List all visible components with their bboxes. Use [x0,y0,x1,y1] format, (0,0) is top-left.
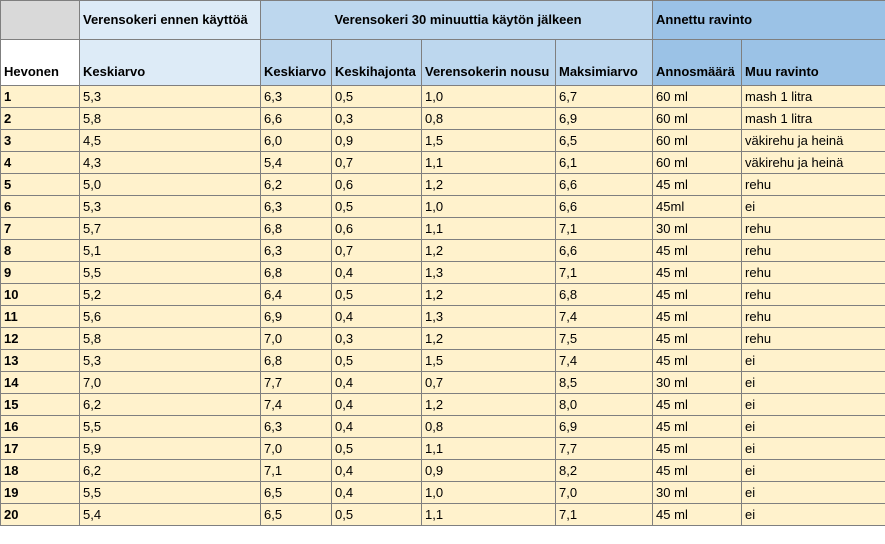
cell-dose[interactable]: 45 ml [653,504,742,526]
cell-other-feed[interactable]: rehu [742,218,885,240]
cell-after-sd[interactable]: 0,5 [332,284,422,306]
cell-horse[interactable]: 12 [1,328,80,350]
table-row [1,350,885,372]
cell-dose[interactable]: 45 ml [653,350,742,372]
cell-after-mean[interactable]: 6,8 [261,218,332,240]
column-header-before-mean[interactable]: Keskiarvo [80,40,261,86]
cell-after-rise[interactable]: 1,5 [422,130,556,152]
table-row [1,108,885,130]
cell-horse[interactable]: 3 [1,130,80,152]
cell-horse[interactable]: 1 [1,86,80,108]
cell-after-max[interactable]: 6,9 [556,108,653,130]
cell-other-feed[interactable]: ei [742,416,885,438]
cell-after-max[interactable]: 7,1 [556,218,653,240]
cell-after-mean[interactable]: 5,4 [261,152,332,174]
cell-after-sd[interactable]: 0,7 [332,152,422,174]
cell-other-feed[interactable]: ei [742,482,885,504]
cell-after-sd[interactable]: 0,5 [332,438,422,460]
cell-after-rise[interactable]: 1,2 [422,394,556,416]
group-header-after[interactable]: Verensokeri 30 minuuttia käytön jälkeen [261,1,653,40]
header-row-groups [1,1,885,40]
cell-after-sd[interactable]: 0,6 [332,218,422,240]
cell-dose[interactable]: 45 ml [653,174,742,196]
cell-after-rise[interactable]: 1,3 [422,306,556,328]
column-header-after-max[interactable]: Maksimiarvo [556,40,653,86]
cell-before-mean[interactable]: 5,3 [80,86,261,108]
cell-after-mean[interactable]: 6,8 [261,262,332,284]
cell-before-mean[interactable]: 5,5 [80,262,261,284]
cell-dose[interactable]: 45 ml [653,306,742,328]
cell-after-max[interactable]: 7,0 [556,482,653,504]
group-header-nutrition[interactable]: Annettu ravinto [653,1,885,40]
table-row [1,328,885,350]
cell-after-rise[interactable]: 1,2 [422,240,556,262]
cell-after-rise[interactable]: 1,0 [422,482,556,504]
table-row [1,86,885,108]
cell-horse[interactable]: 8 [1,240,80,262]
cell-after-sd[interactable]: 0,4 [332,416,422,438]
cell-horse[interactable]: 10 [1,284,80,306]
cell-before-mean[interactable]: 5,8 [80,108,261,130]
cell-after-max[interactable]: 8,5 [556,372,653,394]
cell-other-feed[interactable]: mash 1 litra [742,108,885,130]
cell-after-mean[interactable]: 6,3 [261,86,332,108]
cell-after-mean[interactable]: 6,6 [261,108,332,130]
cell-before-mean[interactable]: 4,5 [80,130,261,152]
cell-before-mean[interactable]: 5,4 [80,504,261,526]
cell-after-max[interactable]: 8,2 [556,460,653,482]
column-header-dose[interactable]: Annosmäärä [653,40,742,86]
cell-other-feed[interactable]: ei [742,350,885,372]
cell-after-sd[interactable]: 0,7 [332,240,422,262]
cell-after-sd[interactable]: 0,3 [332,328,422,350]
cell-after-mean[interactable]: 7,0 [261,328,332,350]
cell-after-mean[interactable]: 6,3 [261,196,332,218]
cell-after-max[interactable]: 6,6 [556,240,653,262]
column-header-horse[interactable]: Hevonen [1,40,80,86]
cell-dose[interactable]: 60 ml [653,152,742,174]
cell-horse[interactable]: 6 [1,196,80,218]
cell-other-feed[interactable]: ei [742,460,885,482]
cell-after-rise[interactable]: 0,8 [422,416,556,438]
cell-after-sd[interactable]: 0,6 [332,174,422,196]
cell-other-feed[interactable]: ei [742,438,885,460]
table-row [1,174,885,196]
cell-before-mean[interactable]: 5,9 [80,438,261,460]
cell-after-rise[interactable]: 1,1 [422,152,556,174]
cell-horse[interactable]: 2 [1,108,80,130]
table-row [1,152,885,174]
table-row [1,196,885,218]
cell-after-max[interactable]: 6,1 [556,152,653,174]
cell-horse[interactable]: 5 [1,174,80,196]
cell-before-mean[interactable]: 5,3 [80,350,261,372]
cell-dose[interactable]: 30 ml [653,482,742,504]
cell-after-mean[interactable]: 7,1 [261,460,332,482]
corner-cell[interactable] [1,1,80,40]
cell-after-sd[interactable]: 0,5 [332,350,422,372]
cell-other-feed[interactable]: mash 1 litra [742,86,885,108]
cell-after-max[interactable]: 7,1 [556,504,653,526]
cell-dose[interactable]: 45 ml [653,284,742,306]
cell-after-sd[interactable]: 0,4 [332,372,422,394]
table-row [1,394,885,416]
cell-before-mean[interactable]: 6,2 [80,460,261,482]
cell-horse[interactable]: 17 [1,438,80,460]
cell-other-feed[interactable]: ei [742,372,885,394]
cell-other-feed[interactable]: rehu [742,174,885,196]
cell-after-mean[interactable]: 6,2 [261,174,332,196]
cell-horse[interactable]: 11 [1,306,80,328]
cell-after-mean[interactable]: 6,8 [261,350,332,372]
cell-after-mean[interactable]: 6,9 [261,306,332,328]
table-row [1,438,885,460]
cell-after-sd[interactable]: 0,4 [332,482,422,504]
cell-before-mean[interactable]: 5,3 [80,196,261,218]
cell-after-rise[interactable]: 1,1 [422,504,556,526]
cell-dose[interactable]: 45 ml [653,394,742,416]
cell-dose[interactable]: 60 ml [653,108,742,130]
cell-dose[interactable]: 30 ml [653,218,742,240]
cell-after-sd[interactable]: 0,5 [332,504,422,526]
cell-dose[interactable]: 60 ml [653,130,742,152]
cell-horse[interactable]: 14 [1,372,80,394]
cell-after-max[interactable]: 7,4 [556,350,653,372]
group-header-before[interactable]: Verensokeri ennen käyttöä [80,1,261,40]
cell-other-feed[interactable]: rehu [742,328,885,350]
cell-horse[interactable]: 7 [1,218,80,240]
cell-after-rise[interactable]: 1,5 [422,350,556,372]
table-row [1,284,885,306]
cell-after-rise[interactable]: 1,0 [422,196,556,218]
cell-before-mean[interactable]: 5,8 [80,328,261,350]
cell-horse[interactable]: 15 [1,394,80,416]
cell-after-mean[interactable]: 6,4 [261,284,332,306]
cell-after-rise[interactable]: 1,2 [422,174,556,196]
cell-after-sd[interactable]: 0,4 [332,262,422,284]
cell-dose[interactable]: 45 ml [653,438,742,460]
cell-after-rise[interactable]: 0,8 [422,108,556,130]
cell-dose[interactable]: 45 ml [653,460,742,482]
cell-after-max[interactable]: 7,4 [556,306,653,328]
cell-after-max[interactable]: 8,0 [556,394,653,416]
cell-dose[interactable]: 30 ml [653,372,742,394]
table-row [1,460,885,482]
column-header-after-mean[interactable]: Keskiarvo [261,40,332,86]
cell-after-max[interactable]: 6,5 [556,130,653,152]
cell-after-sd[interactable]: 0,3 [332,108,422,130]
cell-after-rise[interactable]: 1,2 [422,328,556,350]
cell-horse[interactable]: 19 [1,482,80,504]
cell-other-feed[interactable]: rehu [742,240,885,262]
cell-after-mean[interactable]: 6,5 [261,504,332,526]
cell-after-rise[interactable]: 0,7 [422,372,556,394]
cell-after-max[interactable]: 7,1 [556,262,653,284]
table-row [1,416,885,438]
cell-before-mean[interactable]: 5,6 [80,306,261,328]
cell-other-feed[interactable]: ei [742,504,885,526]
cell-after-rise[interactable]: 0,9 [422,460,556,482]
cell-other-feed[interactable]: ei [742,394,885,416]
cell-after-sd[interactable]: 0,9 [332,130,422,152]
cell-after-mean[interactable]: 7,4 [261,394,332,416]
cell-after-mean[interactable]: 6,3 [261,416,332,438]
cell-after-rise[interactable]: 1,3 [422,262,556,284]
cell-after-mean[interactable]: 6,5 [261,482,332,504]
cell-dose[interactable]: 45 ml [653,416,742,438]
cell-after-rise[interactable]: 1,1 [422,218,556,240]
cell-horse[interactable]: 16 [1,416,80,438]
cell-other-feed[interactable]: väkirehu ja heinä [742,130,885,152]
cell-other-feed[interactable]: rehu [742,284,885,306]
cell-after-mean[interactable]: 7,7 [261,372,332,394]
cell-before-mean[interactable]: 5,7 [80,218,261,240]
cell-after-sd[interactable]: 0,4 [332,460,422,482]
header-row-columns [1,40,885,86]
cell-after-rise[interactable]: 1,1 [422,438,556,460]
cell-dose[interactable]: 45 ml [653,328,742,350]
cell-after-max[interactable]: 7,7 [556,438,653,460]
cell-other-feed[interactable]: rehu [742,262,885,284]
table-row [1,130,885,152]
cell-other-feed[interactable]: väkirehu ja heinä [742,152,885,174]
cell-after-max[interactable]: 6,9 [556,416,653,438]
cell-after-max[interactable]: 6,7 [556,86,653,108]
cell-dose[interactable]: 45ml [653,196,742,218]
column-header-after-rise[interactable]: Verensokerin nousu [422,40,556,86]
cell-after-mean[interactable]: 7,0 [261,438,332,460]
cell-horse[interactable]: 20 [1,504,80,526]
column-header-after-sd[interactable]: Keskihajonta [332,40,422,86]
cell-after-sd[interactable]: 0,5 [332,86,422,108]
cell-horse[interactable]: 18 [1,460,80,482]
cell-before-mean[interactable]: 5,0 [80,174,261,196]
table-row [1,262,885,284]
cell-dose[interactable]: 45 ml [653,240,742,262]
cell-after-sd[interactable]: 0,5 [332,196,422,218]
cell-before-mean[interactable]: 5,2 [80,284,261,306]
cell-before-mean[interactable]: 6,2 [80,394,261,416]
table-row [1,218,885,240]
cell-after-mean[interactable]: 6,0 [261,130,332,152]
cell-horse[interactable]: 9 [1,262,80,284]
cell-horse[interactable]: 13 [1,350,80,372]
cell-after-mean[interactable]: 6,3 [261,240,332,262]
table-row [1,504,885,526]
cell-after-sd[interactable]: 0,4 [332,394,422,416]
cell-before-mean[interactable]: 7,0 [80,372,261,394]
table-row [1,306,885,328]
cell-after-max[interactable]: 6,8 [556,284,653,306]
cell-after-max[interactable]: 6,6 [556,196,653,218]
cell-dose[interactable]: 45 ml [653,262,742,284]
cell-horse[interactable]: 4 [1,152,80,174]
table-row [1,482,885,504]
cell-before-mean[interactable]: 5,5 [80,416,261,438]
cell-after-max[interactable]: 6,6 [556,174,653,196]
table-row [1,372,885,394]
cell-after-sd[interactable]: 0,4 [332,306,422,328]
cell-dose[interactable]: 60 ml [653,86,742,108]
table-row [1,240,885,262]
cell-after-max[interactable]: 7,5 [556,328,653,350]
cell-other-feed[interactable]: rehu [742,306,885,328]
cell-before-mean[interactable]: 5,1 [80,240,261,262]
column-header-other-feed[interactable]: Muu ravinto [742,40,885,86]
cell-before-mean[interactable]: 5,5 [80,482,261,504]
cell-before-mean[interactable]: 4,3 [80,152,261,174]
cell-after-rise[interactable]: 1,0 [422,86,556,108]
cell-other-feed[interactable]: ei [742,196,885,218]
cell-after-rise[interactable]: 1,2 [422,284,556,306]
